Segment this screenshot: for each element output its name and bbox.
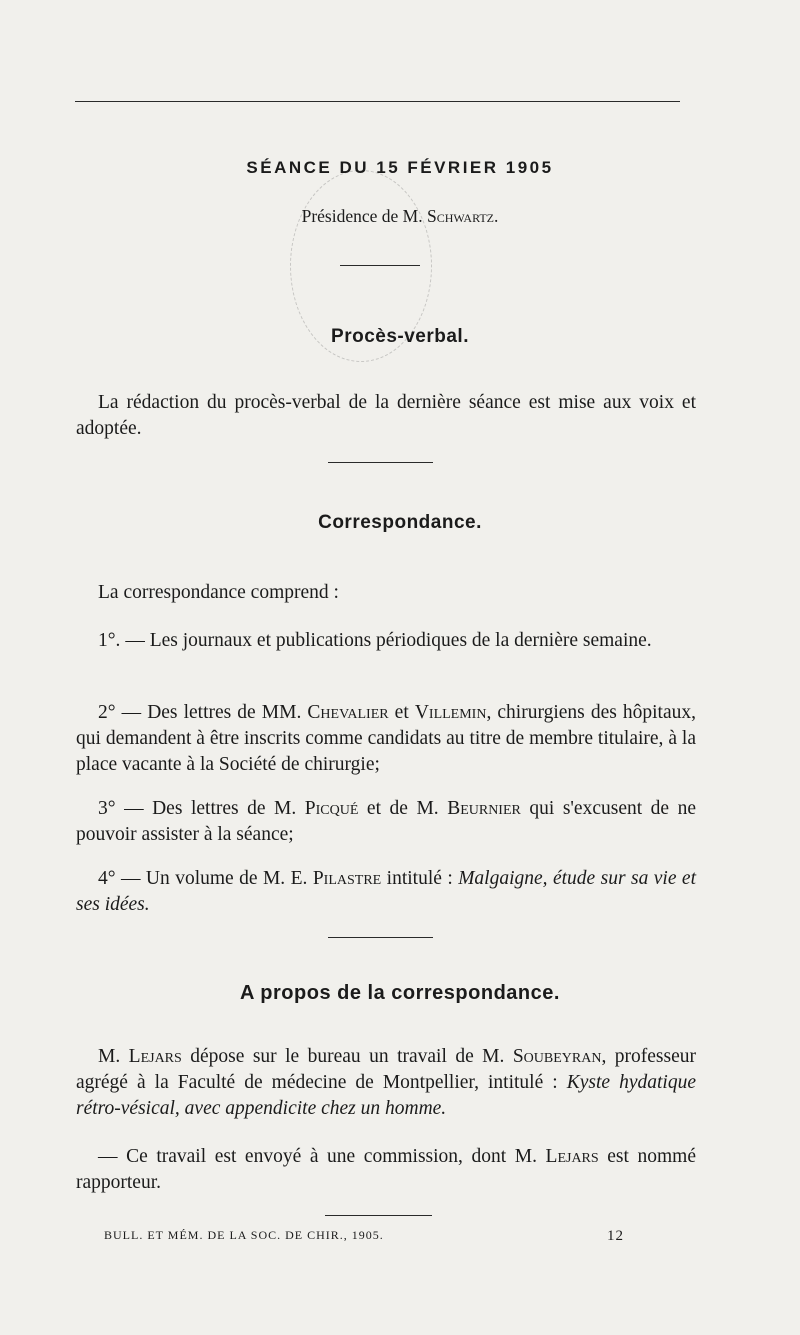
correspondance-heading: Correspondance. <box>318 512 482 533</box>
person-name: Lejars <box>128 1046 182 1067</box>
proces-verbal-text: La rédaction du procès-verbal de la dernière séance est mise aux voix et adoptée. <box>76 392 696 439</box>
para-text: dépose sur le bureau un travail de M. <box>181 1046 513 1067</box>
person-name: Villemin <box>414 702 487 723</box>
a-propos-paragraph-1 <box>76 1044 696 1122</box>
item-number: 4° <box>98 868 116 889</box>
para-text: , professeur agrégé à la Faculté de médecine de Montpellier, intitulé : <box>76 1046 696 1093</box>
correspondance-item-3 <box>76 796 696 848</box>
person-name: Pilastre <box>312 868 382 889</box>
correspondance-item-1 <box>76 628 696 654</box>
person-name: Lejars <box>545 1146 599 1167</box>
presidency-line <box>0 206 800 227</box>
president-name: Schwartz. <box>427 206 499 226</box>
book-title: Malgaigne, étude sur sa vie et ses idées. <box>76 868 696 915</box>
item-text: — Des lettres de M. <box>115 798 305 819</box>
para-text: est nommé rapporteur. <box>76 1146 696 1193</box>
session-title: SÉANCE DU 15 FÉVRIER 1905 <box>246 158 554 177</box>
journal-reference: BULL. ET MÉM. DE LA SOC. DE CHIR., 1905. <box>104 1228 384 1242</box>
divider-rule <box>328 937 433 938</box>
proces-verbal-heading: Procès-verbal. <box>331 326 469 347</box>
item-text: , chirurgiens des hôpitaux, qui demandent à être inscrits comme candidats au titre de membre titulaire, à la place vacante à la Société de chirurgie; <box>76 702 697 775</box>
para-text: M. <box>98 1046 129 1067</box>
person-name: Chevalier <box>307 702 389 723</box>
correspondance-intro: La correspondance comprend : <box>98 582 339 603</box>
correspondance-item-4 <box>76 866 696 918</box>
item-text: — Des lettres de MM. <box>115 702 308 723</box>
a-propos-paragraph-2 <box>76 1144 696 1196</box>
para-text: — Ce travail est envoyé à une commission, dont M. <box>98 1146 546 1167</box>
item-text: qui s'excusent de ne pouvoir assister à la séance; <box>76 798 696 845</box>
work-title: Kyste hydatique rétro-vésical, avec appendicite chez un homme. <box>76 1072 697 1119</box>
item-number: 3° <box>98 798 116 819</box>
footer-rule <box>325 1215 432 1216</box>
correspondance-item-2 <box>76 700 696 778</box>
item-number: 1°. <box>98 630 121 651</box>
item-text: intitulé : <box>381 868 459 889</box>
a-propos-heading: A propos de la correspondance. <box>240 982 560 1004</box>
item-text: — Un volume de M. E. <box>115 868 313 889</box>
person-name: Beurnier <box>447 798 521 819</box>
top-rule <box>75 101 680 102</box>
person-name: Soubeyran <box>512 1046 602 1067</box>
page-footer <box>104 1228 624 1245</box>
item-text: et de M. <box>358 798 448 819</box>
item-text: et <box>388 702 415 723</box>
divider-rule <box>340 265 420 266</box>
divider-rule <box>328 462 433 463</box>
presidency-prefix: Présidence de M. <box>301 206 427 226</box>
item-number: 2° <box>98 702 116 723</box>
person-name: Picqué <box>304 798 359 819</box>
page-number: 12 <box>607 1228 624 1244</box>
item-text: — Les journaux et publications périodiques de la dernière semaine. <box>120 630 652 651</box>
